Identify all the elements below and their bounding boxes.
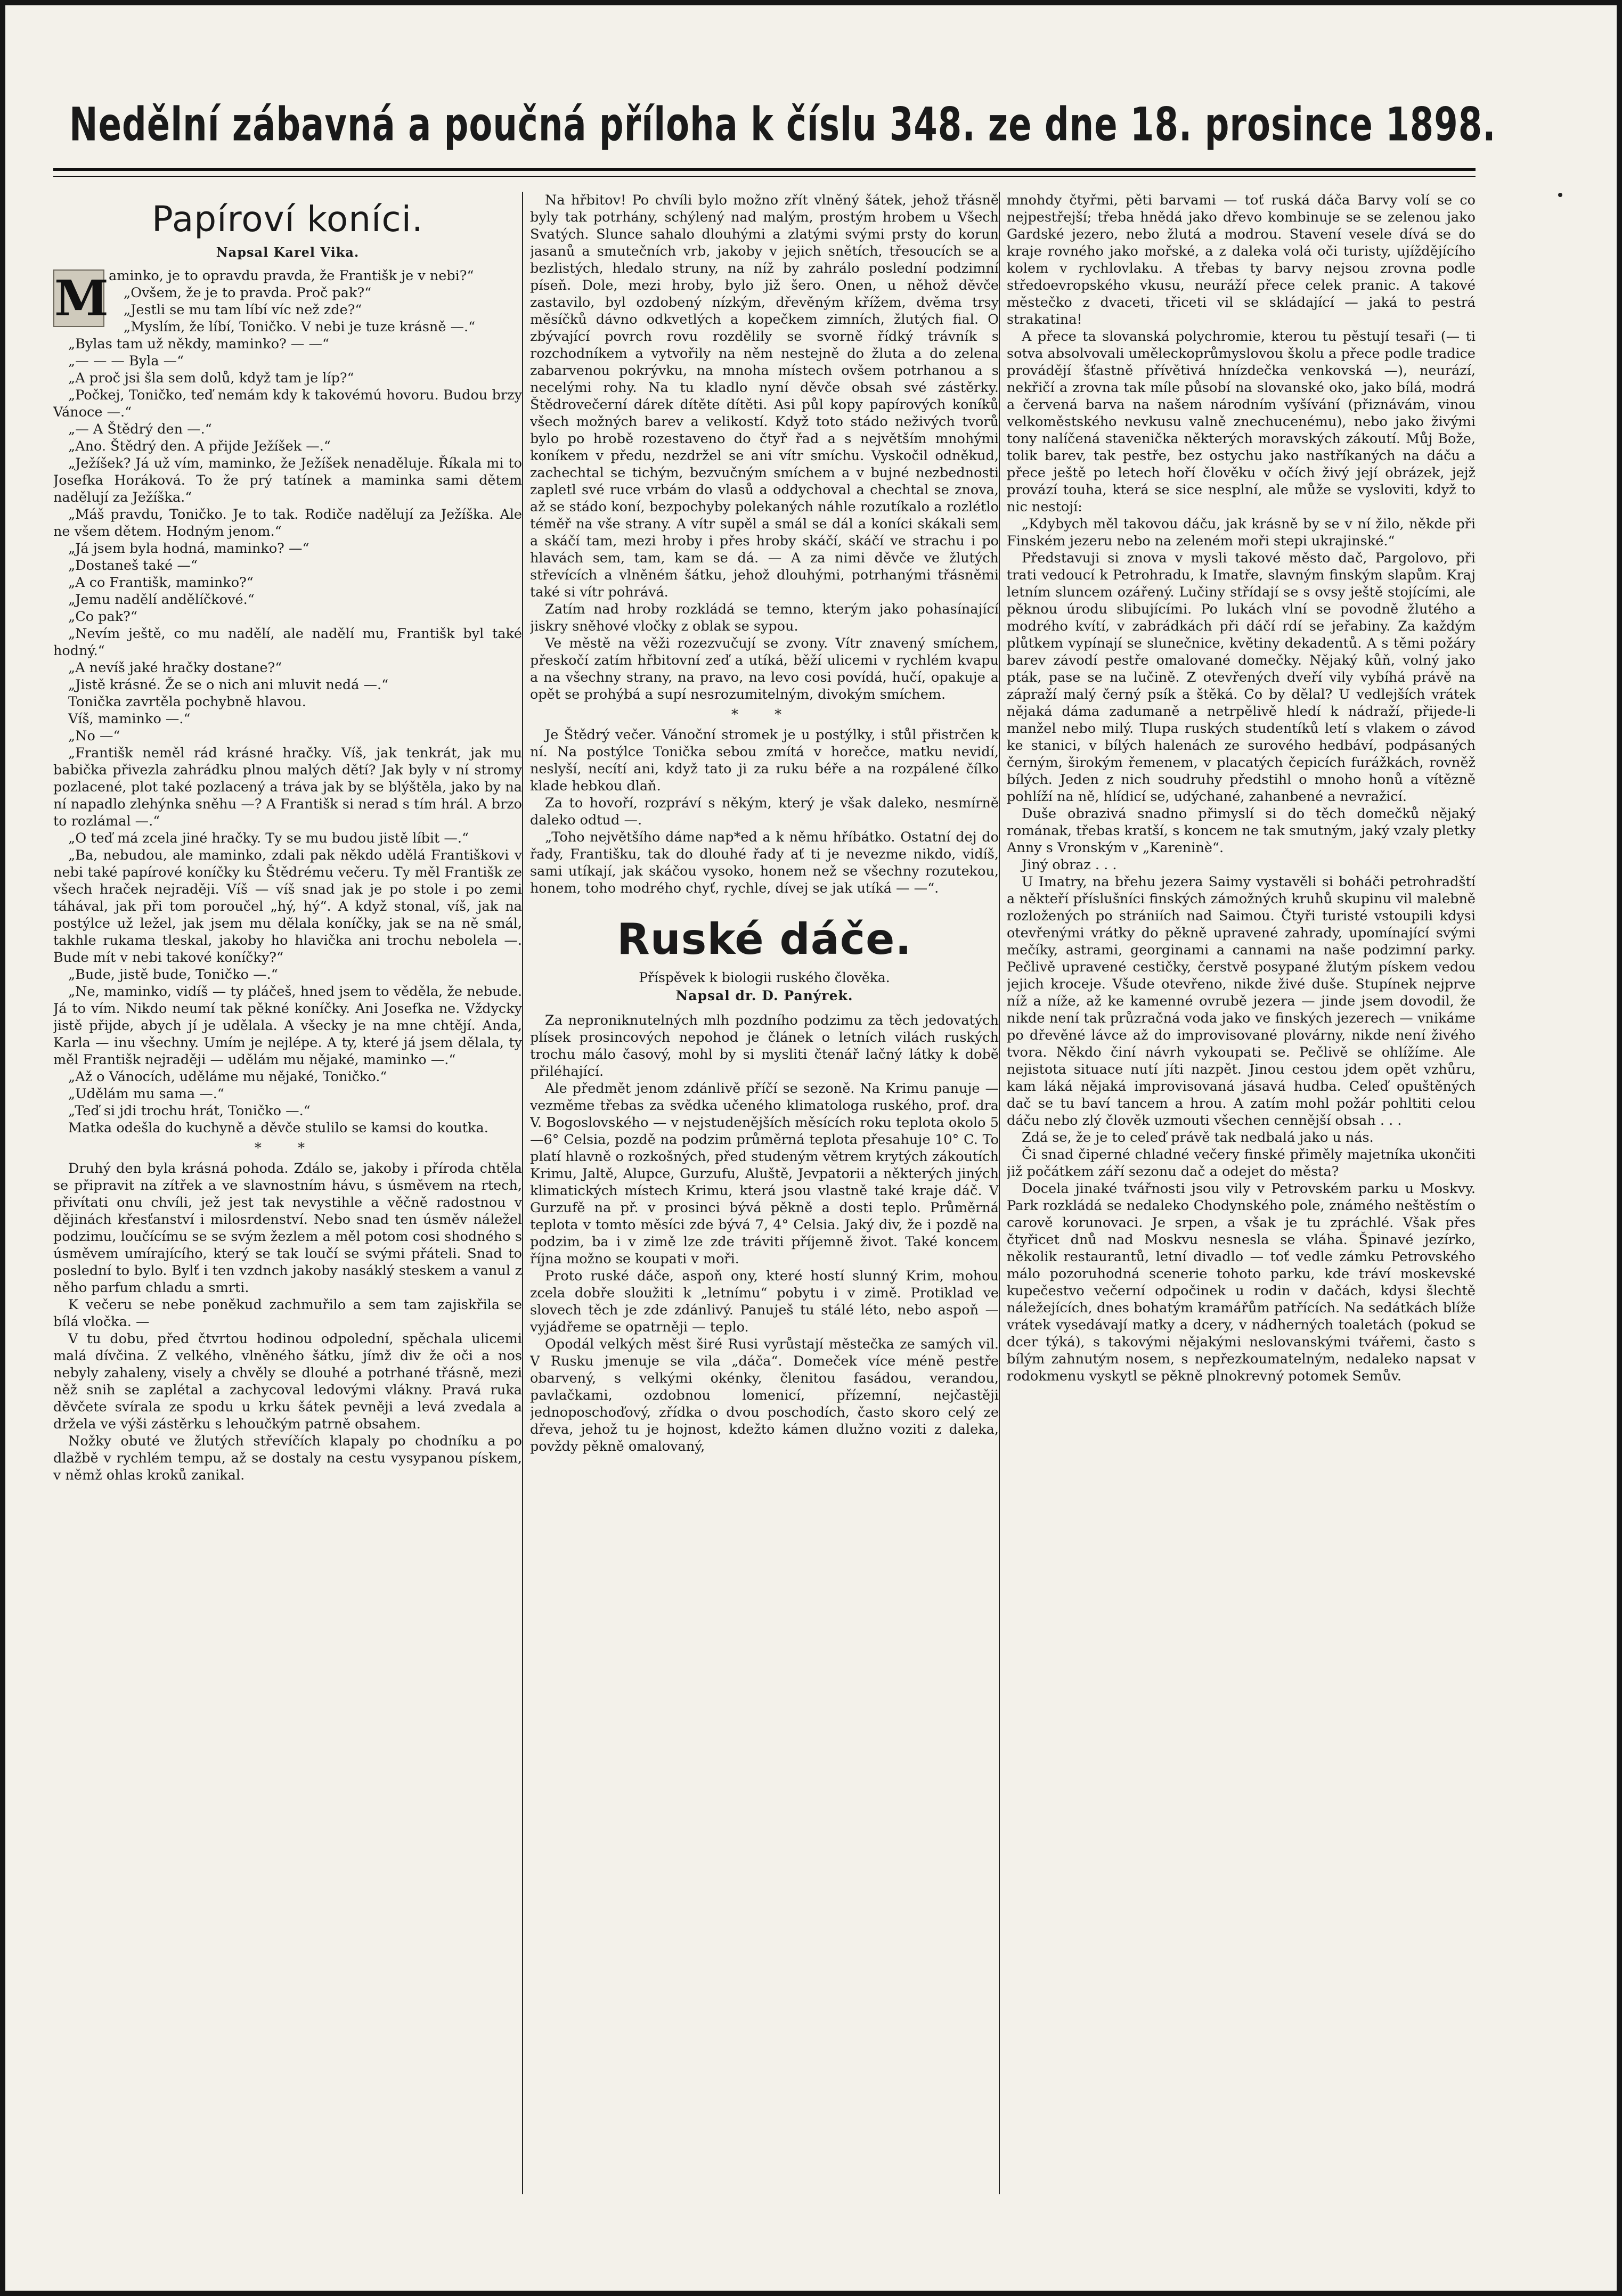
paragraph: „A proč jsi šla sem dolů, když tam je líp?“ (68, 370, 354, 386)
paragraph: Víš, maminko —.“ (68, 711, 191, 727)
paragraph: Za to hovoří, rozpráví s někým, který je však daleko, nesmírně daleko odtud —. (530, 795, 999, 828)
paragraph: „Udělám mu sama —.“ (68, 1086, 224, 1102)
paragraph: Duše obrazivá snadno přimyslí si do těch domečků nějaký romának, třebas kratší, s koncem ne tak smutným, jaký vzaly pletky Anny s Vronským v „Kareninè“. (1007, 806, 1476, 856)
column-3 (1007, 192, 1476, 2194)
paragraph: Matka odešla do kuchyně a děvče stulilo se kamsi do koutka. (68, 1120, 488, 1136)
paragraph: Zatím nad hroby rozkládá se temno, kterým jako pohasínající jiskry sněhové vločky z oblak se sypou. (530, 601, 999, 634)
paragraph: mnohdy čtyřmi, pěti barvami — toť ruská dáča Barvy volí se co nejpestřejší; třeba hnědá jako dřevo kombinuje se se zelenou jako Gardské jezero, nebo žlutá a modrou. Stavení vesele dívá se do kraje rovného jako mořské, a z daleka volá oči turisty, ujíždějícího kolem v rychlovlaku. A třebas ty barvy nejsou zrovna podle středoevropského vkusu, neuráží přece celek pranic. A takové městečko z dvaceti, třiceti vil se skládající — jaká to pestrá strakatina! (1007, 192, 1476, 328)
paragraph: „Kdybych měl takovou dáču, jak krásně by se v ní žilo, někde při Finském jezeru nebo na zeleném moři stepi ukrajinské.“ (1007, 516, 1476, 549)
paragraph: Ve městě na věži rozezvučují se zvony. Vítr znavený smíchem, přeskočí zatím hřbitovní zeď a utíká, běží ulicemi v rychlém kvapu a na všechny strany, na pravo, na levo cosi povídá, hučí, opakuje a opět se prohýbá a supí nesrozumitelným, divokým smíchem. (530, 635, 999, 702)
paragraph: „Bylas tam už někdy, maminko? — —“ (68, 336, 329, 352)
paragraph: „Počkej, Toničko, teď nemám kdy k takovémú hovoru. Budou brzy Vánoce —.“ (53, 387, 522, 420)
page-title: Nedělní zábavná a poučná příloha k číslu 348. ze dne 18. prosince 1898. (69, 99, 1496, 152)
paragraph: „Dostaneš také —“ (68, 558, 198, 574)
paragraph: „Ovšem, že je to pravda. Proč pak?“ (124, 285, 372, 301)
story1-title: Papíroví koníci. (152, 199, 423, 240)
paragraph: Opodál velkých měst širé Rusi vyrůstají městečka ze samých vil. V Rusku jmenuje se vila „dáča“. Domeček více méně pestře obarvený, s velkými okénky, členitou fasádou, verandou, pavlačkami, ozdobnou lomenicí, přízemní, nejčastěji jednoposchoďový, zřídka o dvou poschodích, často skoro celý ze dřeva, jehož tu je hojnost, kdežto kámen dlužno voziti z daleka, povždy pěkně omalovaný, (530, 1336, 999, 1455)
paragraph: „— — — Byla —“ (68, 353, 184, 369)
paragraph: „Já jsem byla hodná, maminko? —“ (68, 541, 309, 557)
section-separator: * * (254, 1140, 321, 1156)
paragraph: „Ano. Štědrý den. A přijde Ježíšek —.“ (68, 438, 331, 454)
paragraph: Ale předmět jenom zdánlivě příčí se sezoně. Na Krimu panuje — vezměme třebas za svědka učeného klimatologa ruského, prof. dra V. Bogoslovského — v nejstudenějších měsících roku teplota okolo 5—6° Celsia, pozdě na podzim průměrná teplota přesahuje 10° C. To platí hlavně o rozkošných, před studeným větrem krytých zákoutích Krimu, Jaltě, Alupce, Gurzufu, Aluště, Jevpatorii a některých jiných klimatických místech Krimu, která jsou vlastně také kraje dáč. V Gurzufě na př. v prosinci bývá pěkně a dosti teplo. Průměrná teplota v tomto měsíci zde bývá 7, 4° Celsia. Jaký div, že i pozdě na podzim, ba i v zimě lze zde tráviti příjemně život. Také koncem října možno se koupati v moři. (530, 1081, 999, 1267)
paragraph: Představuji si znova v mysli takové město dač, Pargolovo, při trati vedoucí k Petrohradu, k Imatře, slavným finským slapům. Kraj letním sluncem ozářený. Lučiny střídají se s ovsy ještě stojícími, ale pěknou úrodu slibujícími. Po lukách vlní se povodně žlutého a modrého kvítí, v zabrádkách při dáčí rdí se jeřabiny. Za každým plůtkem vypínají se slunečnice, květiny dekadentů. A s těmi požáry barev závodí pestře omalované domečky. Nějaký kůň, volný jako pták, pase se na lučině. Z otevřených dveří vily vybíhá právě na zápraží malý černý psík a štěká. Co by dělal? U vedlejších vrátek nějaká dáma zadumaně a netrpělivě hledí k nádraží, přijede-li manžel nebo milý. Tlupa ruských studentíků letí s vlakem o závod ke stanici, v bílých halenách ze surového hedbáví, podpásaných černým, širokým řemenem, v placatých čepicích furážkách, rovněž bílých. Jeden z nich soudruhy předstihl o mnoho honů a vítězně pohlíží na ně, hlídicí se, udýchané, zahanbené a nevražicí. (1007, 550, 1476, 805)
paragraph: Za neproniknutelných mlh pozdního podzimu za těch jedovatých plísek prosincových nepohod je článek o letních vilách ruských trochu málo časový, mohl by si mysliti čtenář lačný látky k době přiléhající. (530, 1012, 999, 1080)
paragraph: Je Štědrý večer. Vánoční stromek je u postýlky, i stůl přistrčen k ní. Na postýlce Tonička sebou zmítá v horečce, matku nevidí, neslyší, necítí ani, když tato ji za ruku béře a na rozpálené čílko klade hebkou dlaň. (530, 727, 999, 794)
paragraph: „Jemu nadělí andělíčkové.“ (68, 592, 255, 608)
paragraph: „Nevím ještě, co mu nadělí, ale nadělí mu, Františk byl také hodný.“ (53, 626, 522, 659)
story2-subtitle: Příspěvek k biologii ruského člověka. (639, 970, 890, 985)
ink-spot (1558, 193, 1562, 197)
title-rule-thin (53, 176, 1476, 177)
paragraph: „No —“ (68, 728, 120, 744)
section-separator: * * (731, 707, 798, 723)
paragraph: aminko, je to opravdu pravda, že Františk je v nebi?“ (109, 268, 474, 284)
paragraph: A přece ta slovanská polychromie, kterou tu pěstují tesaři (— ti sotva absolvovali uměleckoprůmyslovou školu a přece podle tradice provádějí šťastně přívětivá hnízdečka venkovská —), neurází, nekřičí a zrovna tak míle působí na slovanské oko, jako bílá, modrá a červená barva na našem národním vyšívání (přiznávám, vinou velkoměstského nevkusu valně znechucenému), nebo jako živými tony nalíčená stavenička některých moravských zákoutí. Můj Bože, tolik barev, tak pestře, bez ostychu jako nastříkaných na dáču a přece ještě po letech hoří člověku v očích živý její obrázek, jejž provází touha, která se sice nesplní, ale může se vysloviti, když to nic nestojí: (1007, 329, 1476, 515)
column-divider (999, 192, 1000, 2194)
paragraph: „Ba, nebudou, ale maminko, zdali pak někdo udělá Františkovi v nebi také papírové koníčky ku Štědrému večeru. Ty měl Františk ze všech hraček nejraději. Víš — víš snad jak je po stole i po zemi táhával, jak při tom poroučel „hý, hý“. A když stonal, víš, jak na postýlce už ležel, jak jsem mu dělala koníčky, jak se na ně smál, takhle rukama tleskal, jakoby ho hlavička ani trochu nebolela —. Bude mít v nebi takové koníčky?“ (53, 847, 522, 966)
paragraph: „A nevíš jaké hračky dostane?“ (68, 660, 282, 676)
paragraph: Tonička zavrtěla pochybně hlavou. (68, 694, 306, 710)
column-1 (53, 192, 522, 2194)
paragraph: „Myslím, že líbí, Toničko. V nebi je tuze krásně —.“ (124, 319, 476, 335)
paragraph: „Máš pravdu, Toničko. Je to tak. Rodiče nadělují za Ježíška. Ale ne všem dětem. Hodným jenom.“ (53, 506, 522, 540)
story2-byline: Napsal dr. D. Panýrek. (675, 988, 853, 1003)
paragraph: „Až o Vánocích, uděláme mu nějaké, Toničko.“ (68, 1069, 387, 1085)
paragraph: „— A Štědrý den —.“ (68, 421, 212, 437)
paragraph: K večeru se nebe poněkud zachmuřilo a sem tam zajiskřila se bílá vločka. — (53, 1297, 522, 1330)
paragraph: „Teď si jdi trochu hrát, Toničko —.“ (68, 1103, 311, 1119)
paragraph: Druhý den byla krásná pohoda. Zdálo se, jakoby i příroda chtěla se připravit na zítřek a ve slavnostním hávu, s úsměvem na rtech, přivítati onu chvíli, jež jest tak nevystihle a věčně radostnou v dějinách křesťanství i milosrdenství. Nebo snad ten úsměv náležel podzimu, loučícímu se se svým žezlem a měl potom cosi shodného s úsměvem umírajícího, který se tak loučí se svými přáteli. Snad to poslední to bylo. Bylť i ten vzdnch jakoby nasáklý steskem a vanul z něho parfum chladu a smrti. (53, 1161, 522, 1296)
paragraph: „A co Františk, maminko?“ (68, 575, 254, 591)
story2-title: Ruské dáče. (617, 914, 912, 964)
paragraph: Jiný obraz . . . (1022, 857, 1117, 873)
paragraph: „Ne, maminko, vidíš — ty pláčeš, hned jsem to věděla, že nebude. Já to vím. Nikdo neumí tak pěkné koníčky. Ani Josefka ne. Vždycky jistě přijde, abych jí je udělala. A všecky je na mne chtějí. Anda, Karla — inu všechny. Umím je nejlépe. A ty, které já jsem dělala, ty měl Františk nejraději — udělám mu nějaké, maminko —.“ (53, 984, 522, 1068)
column-2 (530, 192, 999, 2194)
paragraph: Či snad čiperné chladné večery finské přiměly majetníka ukončiti již počátkem září sezonu dač a odejet do města? (1007, 1147, 1476, 1180)
paragraph: „Bude, jistě bude, Toničko —.“ (68, 967, 278, 983)
title-rule (53, 168, 1476, 171)
paragraph: „Ježíšek? Já už vím, maminko, že Ježíšek nenaděluje. Říkala mi to Josefka Horáková. To že prý tatínek a maminka sami dětem nadělují za Ježíška.“ (53, 455, 522, 505)
paragraph: V tu dobu, před čtvrtou hodinou odpolední, spěchala ulicemi malá dívčina. Z velkého, vlněného šátku, jímž div že oči a nos nebyly zahaleny, visely a chvěly se dlouhé a potrhané třásně, mezi něž snih se zaplétal a zachycoval ledovými vlákny. Pravá ruka děvčete svírala ze spodu u krku šátek pevněji a levá zvedala a držela ve výši zástěrku s lehoučkým patrně obsahem. (53, 1331, 522, 1432)
paragraph: „Co pak?“ (68, 609, 137, 625)
paragraph: „Jestli se mu tam líbí víc než zde?“ (124, 302, 362, 318)
story1-byline: Napsal Karel Vika. (216, 244, 360, 260)
drop-cap: M (54, 269, 109, 327)
paragraph: Docela jinaké tvářnosti jsou vily v Petrovském parku u Moskvy. Park rozkládá se nedaleko Chodynského pole, známého neštěstím o carově korunovaci. Je srpen, a však je tu zpráchlé. Však přes čtyřicet dnů nad Moskvu nesnesla se vláha. Špinavé jezírko, několik restaurantů, letní divadlo — toť vedle zámku Petrovského málo pozoruhodná scenerie tohoto parku, kde tráví moskevské kupečestvo večerní odpočinek u rodin v dačách, kdysi šlechtě náležejících, dnes bohatým kramářům patřících. Na sedátkách blíže vrátek vysedávají matky a dcery, v nádherných toaletách (pokud se dcer týká), s takovými nějakými neslovanskými tvářemi, často s bílým zahnutým nosem, s nepřezkoumatelným, nedaleko napsat v rodokmenu vyskytl se pěkně plnokrevný potomek Semův. (1007, 1181, 1476, 1384)
paragraph: Zdá se, že je to celeď právě tak nedbalá jako u nás. (1022, 1130, 1374, 1146)
paragraph: „Jistě krásné. Že se o nich ani mluvit nedá —.“ (68, 677, 389, 693)
paragraph: „O teď má zcela jiné hračky. Ty se mu budou jistě líbit —.“ (68, 830, 469, 846)
paragraph: „Toho největšího dáme nap*ed a k němu hříbátko. Ostatní dej do řady, Františku, tak do dlouhé řady ať ti je nevezme nikdo, vidíš, sami utíkají, jak skáčou vysoko, honem než se všechny rozutekou, honem, toho modrého chyť, rychle, dívej se jak utíká — —“. (530, 829, 999, 896)
paragraph: Proto ruské dáče, aspoň ony, které hostí slunný Krim, mohou zcela dobře sloužiti k „letnímu“ pobytu i v zimě. Protiklad ve slovech těch je zde zdánlivý. Panuješ tu stálé léto, nebo aspoň — vyjádřeme se opatrněji — teplo. (530, 1268, 999, 1335)
paragraph: Na hřbitov! Po chvíli bylo možno zřít vlněný šátek, jehož třásně byly tak potrhány, schýlený nad malým, prostým hrobem u Všech Svatých. Slunce sahalo dlouhými a zlatými svými prsty do korun jasanů a smutečních vrb, jakoby v jejich snětích, třesoucích se a bezlistých, hledalo struny, na níž by zahrálo poslední podzimní píseň. Dole, mezi hroby, bylo již šero. Onen, u něhož děvče zastavilo, byl ozdobený nízkým, dřevěným křížem, dvěma trsy měsíčků dávno odkvetlých a kopečkem zimních, žlutých fial. O zbývající povrch rovu rozdělily se svorně řídký trávník s rozchodníkem a vytvořily na něm nestejně do žluta a do zelena zabarvenou pokrývku, na mnoha místech ovšem potrhanou a s necelými rohy. Na tu kladlo nyní děvče obsah své zástěrky. Štědrovečerní dárek dítěte dítěti. Asi půl kopy papírových koníků všech možných barev a velikostí. Když toto stádo neživých tvorů bylo po hrobě rozestaveno do čtyř řad a s největším mnohými koníkem v předu, nezdržel se ani vítr smíchu. Vyskočil odněkud, zachechtal se tichým, bezvučným smíchem a v bujné nezbednosti zapletl své ruce vrbám do vlasů a oddychoval a chechtal se znova, až se stádo koní, bezpochyby polekaných náhle rozutíkalo a rozlétlo téměř na vše strany. A vítr supěl a smál se dál a koníci skákali sem a skáčí tam, mezi hroby i přes hroby skáčí, skáčí ve strachu i po hlavách sem, tam, kam se dá. — A za nimi děvče ve žlutých střevících a vlněném šátku, jehož dlouhými, potrhanými třásněmi také si vítr pohrává. (530, 192, 999, 600)
paragraph: „Františk neměl rád krásné hračky. Víš, jak tenkrát, jak mu babička přivezla zahrádku plnou malých dětí? Jak byly v ní stromy pozlacené, plot také pozlacený a tráva jak by se blýštěla, jako by na ní napadlo zlehýnka sněhu —? A Františk si nerad s tím hrál. A brzo to rozlámal —.“ (53, 745, 522, 829)
paragraph: Nožky obuté ve žlutých střevíčích klapaly po chodníku a po dlažbě v rychlém tempu, až se dostaly na cestu vysypanou pískem, v němž ohlas kroků zanikal. (53, 1433, 522, 1483)
column-divider (522, 192, 523, 2194)
paragraph: U Imatry, na břehu jezera Saimy vystavěli si boháči petrohradští a někteří příslušníci finských zámožných kruhů skupinu vil malebně rozložených po strániích nad Saimou. Čtyři turisté vstoupili kdysi otevřenými vrátky do pěkně upravené zahrady, upomínající svými mečíky, astrami, georginami a cannami na naše podzimní parky. Pečlivě upravené cestičky, čerstvě posypané žlutým pískem vedou jejich kroceje. Všude otevřeno, nikde živé duše. Stupínek nejprve níž a níže, až ke kamenné ovrubě jezera — jinde jsem dovodil, že nikde není tak průzračná voda jako ve finských jezerech — vnikáme po dřevěné lávce až do improvisované plovárny, nikde není živého tvora. Někdo činí návrh vykoupati se. Pečlivě se ohlížíme. Ale nejistota situace nutí jíti nazpět. Jinou cestou jdem opět vzhůru, kam láká nějaká improvisovaná jásavá hudba. Celeď opuštěných dač se tu baví tancem a hrou. A zatím mohl požár pohltiti celou dáču nebo zlý člověk uzmouti všechen cennější obsah . . . (1007, 874, 1476, 1129)
